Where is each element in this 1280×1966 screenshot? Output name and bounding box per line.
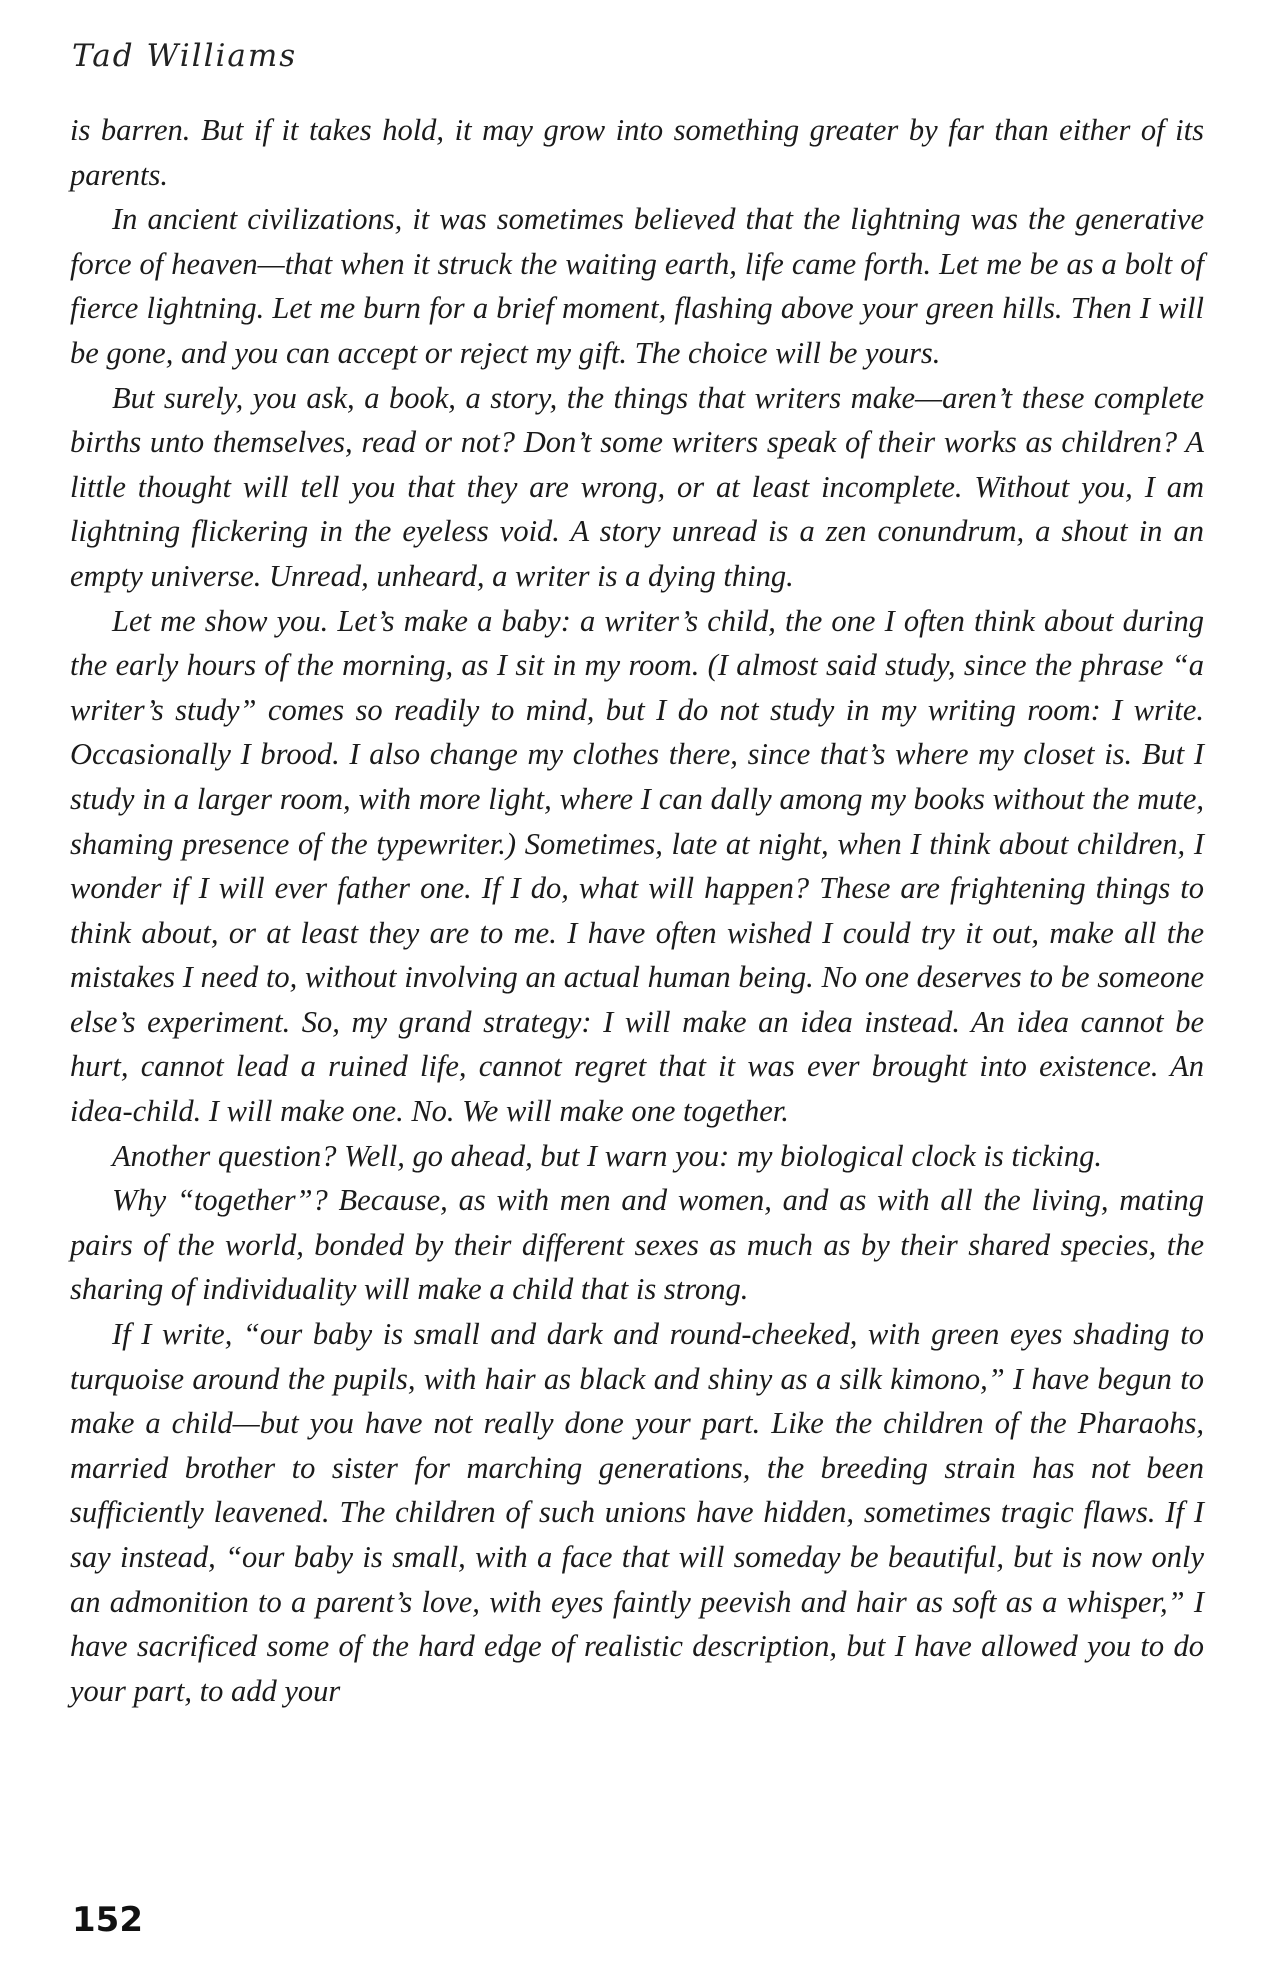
paragraph: If I write, “our baby is small and dark and round-cheeked, with green eyes shading to turquoise around the pupils, with hair as black and shiny as a silk kimono,” I have begun to make a child—but you have not really done your part. Like the children of the Pharaohs, married brother to sister for marching generations, the breeding strain has not been sufficiently leavened. The children of such unions have hidden, sometimes tragic flaws. If I say instead, “our baby is small, with a face that will someday be beautiful, but is now only an admonition to a parent’s love, with eyes faintly peevish and hair as soft as a whisper,” I have sacrificed some of the hard edge of realistic description, but I have allowed you to do your part, to add your — [70, 1317, 1204, 1708]
paragraph: Let me show you. Let’s make a baby: a writer’s child, the one I often think about during the early hours of the morning, as I sit in my room. (I almost said study, since the phrase “a writer’s study” comes so readily to mind, but I do not study in my writing room: I write. Occasionally I brood. I also change my clothes there, since that’s where my closet is. But I study in a larger room, with more light, where I can dally among my books without the mute, shaming presence of the typewriter.) Sometimes, late at night, when I think about children, I wonder if I will ever father one. If I do, what will happen? These are frightening things to think about, or at least they are to me. I have often wished I could try it out, make all the mistakes I need to, without involving an actual human being. No one deserves to be someone else’s experiment. So, my grand strategy: I will make an idea instead. An idea cannot be hurt, cannot lead a ruined life, cannot regret that it was ever brought into existence. An idea-child. I will make one. No. We will make one together. — [70, 603, 1204, 1129]
page-number: 152 — [72, 1900, 143, 1940]
body-text — [70, 108, 1204, 1713]
paragraph-continued: is barren. But if it takes hold, it may grow into something greater by far than either of its parents. — [70, 113, 1204, 192]
paragraph: In ancient civilizations, it was sometimes believed that the lightning was the generative force of heaven—that when it struck the waiting earth, life came forth. Let me be as a bolt of fierce lightning. Let me burn for a brief moment, flashing above your green hills. Then I will be gone, and you can accept or reject my gift. The choice will be yours. — [70, 202, 1204, 370]
running-head-author: Tad Williams — [72, 38, 298, 74]
paragraph: Another question? Well, go ahead, but I warn you: my biological clock is ticking. — [112, 1138, 1102, 1173]
paragraph: But surely, you ask, a book, a story, the things that writers make—aren’t these complete births unto themselves, read or not? Don’t some writers speak of their works as children? A little thought will tell you that they are wrong, or at least incomplete. Without you, I am lightning flickering in the eyeless void. A story unread is a zen conundrum, a shout in an empty universe. Unread, unheard, a writer is a dying thing. — [70, 380, 1204, 593]
paragraph: Why “together”? Because, as with men and women, and as with all the living, mating pairs of the world, bonded by their different sexes as much as by their shared species, the sharing of individuality will make a child that is strong. — [70, 1183, 1204, 1307]
